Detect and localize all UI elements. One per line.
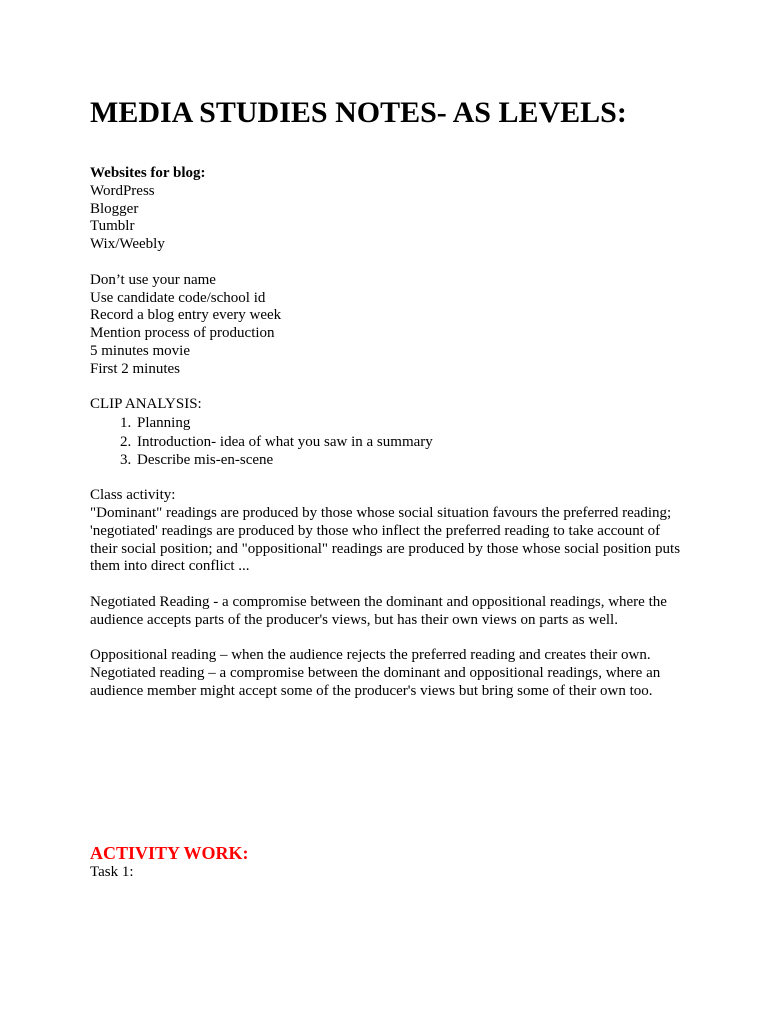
task-label: Task 1:: [90, 864, 134, 880]
rule-item: Mention process of production: [90, 325, 275, 342]
spacer: [90, 469, 690, 487]
rule-item: Don’t use your name: [90, 271, 216, 288]
negotiated-reading-line: Negotiated reading – a compromise between the dominant and oppositional readings, where an audience member might accept some of the producer's views but bring some of their own too.: [90, 665, 661, 699]
clip-analysis-item: 3. Describe mis-en-scene: [135, 451, 690, 469]
class-activity-heading: Class activity:: [90, 487, 176, 504]
clip-analysis-heading: CLIP ANALYSIS:: [90, 396, 202, 413]
activity-work-heading: ACTIVITY WORK:: [90, 843, 249, 863]
spacer: [90, 379, 690, 397]
spacer: [90, 254, 690, 272]
negotiated-reading-paragraph: Negotiated Reading - a compromise between the dominant and oppositional readings, where the audience accepts parts of the producer's views, but has their own views on parts as well.: [90, 593, 667, 628]
rule-item: Use candidate code/school id: [90, 289, 266, 306]
website-item: WordPress: [90, 182, 155, 199]
document-body: [90, 165, 690, 701]
oppositional-reading-line: Oppositional reading – when the audience rejects the preferred reading and creates their own.: [90, 647, 651, 664]
spacer: [90, 630, 690, 648]
clip-analysis-item: 2. Introduction- idea of what you saw in a summary: [135, 433, 690, 451]
rule-item: 5 minutes movie: [90, 342, 190, 359]
website-item: Tumblr: [90, 218, 135, 235]
websites-heading: Websites for blog:: [90, 165, 206, 181]
clip-analysis-list: [90, 414, 690, 469]
website-item: Wix/Weebly: [90, 236, 165, 253]
website-item: Blogger: [90, 200, 139, 217]
rule-item: First 2 minutes: [90, 360, 181, 377]
clip-analysis-item: 1. Planning: [135, 414, 690, 432]
class-activity-paragraph: "Dominant" readings are produced by those whose social situation favours the preferred reading; 'negotiated' readings are produced by those who inflect the preferred reading to take account of their social position; and "oppositional" readings are produced by those whose social position puts them into direct conflict ...: [90, 504, 681, 575]
page-title: MEDIA STUDIES NOTES- AS LEVELS:: [90, 96, 627, 129]
spacer: [90, 576, 690, 594]
rule-item: Record a blog entry every week: [90, 307, 282, 324]
